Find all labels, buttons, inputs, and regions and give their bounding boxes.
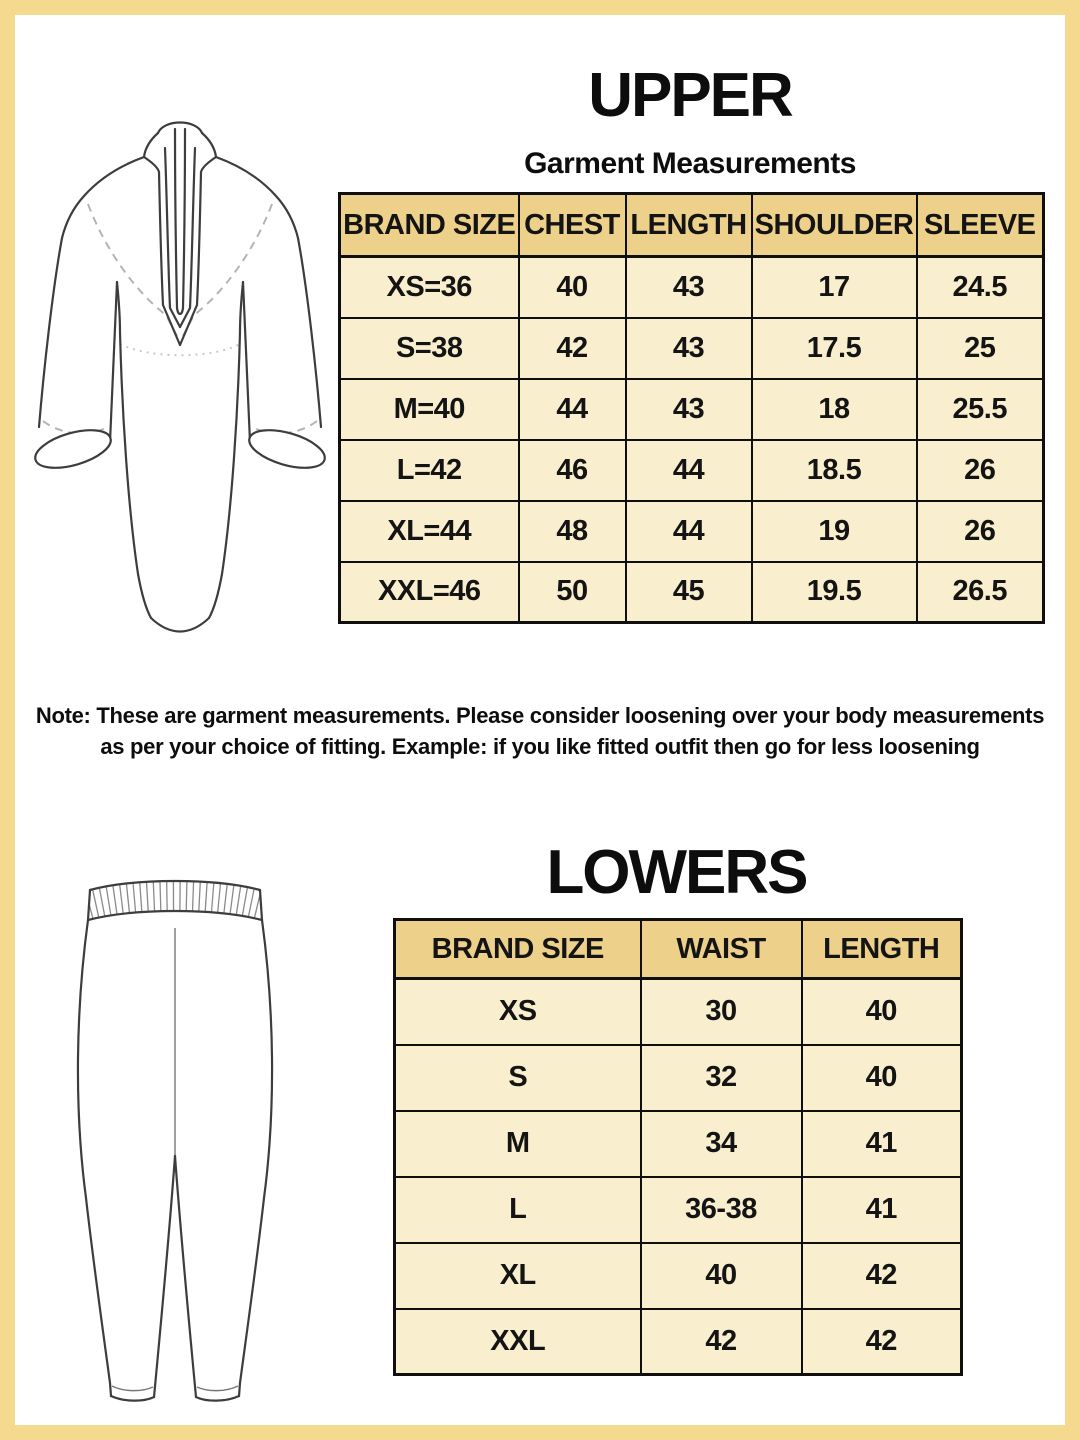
cell-chest: 46 — [519, 440, 626, 501]
table-row — [395, 979, 962, 1045]
cell-size: L — [395, 1177, 641, 1243]
cell-size: S=38 — [340, 318, 519, 379]
lowers-col-brand-size: BRAND SIZE — [395, 920, 641, 979]
table-row — [395, 1243, 962, 1309]
cell-size: XL=44 — [340, 501, 519, 562]
table-row — [395, 1177, 962, 1243]
cell-shoulder: 19 — [752, 501, 917, 562]
cell-length: 40 — [802, 979, 962, 1045]
cell-sleeve: 24.5 — [917, 257, 1044, 318]
table-row — [340, 379, 1044, 440]
leggings-waistband — [88, 881, 262, 920]
lowers-table-header-row — [395, 920, 962, 979]
cell-length: 42 — [802, 1309, 962, 1375]
cell-waist: 30 — [641, 979, 802, 1045]
cell-length: 43 — [626, 257, 752, 318]
upper-section-subtitle: Garment Measurements — [524, 147, 856, 180]
cell-shoulder: 18.5 — [752, 440, 917, 501]
cell-chest: 44 — [519, 379, 626, 440]
table-row — [340, 501, 1044, 562]
kurta-dashed-seams — [43, 204, 317, 433]
kurta-body-outline — [31, 157, 329, 632]
cell-waist: 42 — [641, 1309, 802, 1375]
cell-size: S — [395, 1045, 641, 1111]
note-line-2: as per your choice of fitting. Example: if you like fitted outfit then go for less loosening — [100, 734, 980, 759]
cell-waist: 34 — [641, 1111, 802, 1177]
table-row — [340, 257, 1044, 318]
kurta-collar-placket — [144, 123, 216, 346]
cell-sleeve: 26.5 — [917, 562, 1044, 623]
note-line-1: Note: These are garment measurements. Please consider loosening over your body measurements — [35, 703, 1045, 728]
cell-sleeve: 26 — [917, 501, 1044, 562]
kurta-illustration — [18, 112, 343, 654]
cell-length: 41 — [802, 1111, 962, 1177]
table-row — [395, 1309, 962, 1375]
cell-length: 43 — [626, 318, 752, 379]
measurement-note — [15, 700, 1065, 762]
cell-shoulder: 18 — [752, 379, 917, 440]
cell-length: 43 — [626, 379, 752, 440]
upper-col-length: LENGTH — [626, 194, 752, 257]
cell-length: 44 — [626, 501, 752, 562]
table-row — [395, 1045, 962, 1111]
table-row — [395, 1111, 962, 1177]
cell-sleeve: 26 — [917, 440, 1044, 501]
upper-col-brand-size: BRAND SIZE — [340, 194, 519, 257]
table-row — [340, 318, 1044, 379]
cell-size: M — [395, 1111, 641, 1177]
cell-chest: 40 — [519, 257, 626, 318]
upper-col-sleeve: SLEEVE — [917, 194, 1044, 257]
lowers-col-waist: WAIST — [641, 920, 802, 979]
cell-sleeve: 25.5 — [917, 379, 1044, 440]
table-row — [340, 440, 1044, 501]
lowers-section-title: LOWERS — [546, 838, 807, 907]
cell-length: 45 — [626, 562, 752, 623]
upper-col-shoulder: SHOULDER — [752, 194, 917, 257]
lowers-size-table — [393, 918, 963, 1376]
cell-shoulder: 17.5 — [752, 318, 917, 379]
table-row — [340, 562, 1044, 623]
leggings-illustration — [60, 868, 290, 1420]
cell-shoulder: 19.5 — [752, 562, 917, 623]
cell-size: XL — [395, 1243, 641, 1309]
upper-size-table — [338, 192, 1045, 624]
cell-length: 42 — [802, 1243, 962, 1309]
cell-size: L=42 — [340, 440, 519, 501]
cell-size: XS — [395, 979, 641, 1045]
lowers-col-length: LENGTH — [802, 920, 962, 979]
cell-size: XXL — [395, 1309, 641, 1375]
cell-waist: 36-38 — [641, 1177, 802, 1243]
cell-length: 44 — [626, 440, 752, 501]
cell-chest: 42 — [519, 318, 626, 379]
cell-size: XXL=46 — [340, 562, 519, 623]
cell-waist: 32 — [641, 1045, 802, 1111]
leggings-legs — [78, 920, 272, 1401]
cell-length: 40 — [802, 1045, 962, 1111]
cell-sleeve: 25 — [917, 318, 1044, 379]
cell-chest: 50 — [519, 562, 626, 623]
cell-length: 41 — [802, 1177, 962, 1243]
upper-table-header-row — [340, 194, 1044, 257]
cell-shoulder: 17 — [752, 257, 917, 318]
cell-size: XS=36 — [340, 257, 519, 318]
cell-waist: 40 — [641, 1243, 802, 1309]
upper-section-title: UPPER — [588, 61, 792, 130]
cell-size: M=40 — [340, 379, 519, 440]
cell-chest: 48 — [519, 501, 626, 562]
upper-col-chest: CHEST — [519, 194, 626, 257]
